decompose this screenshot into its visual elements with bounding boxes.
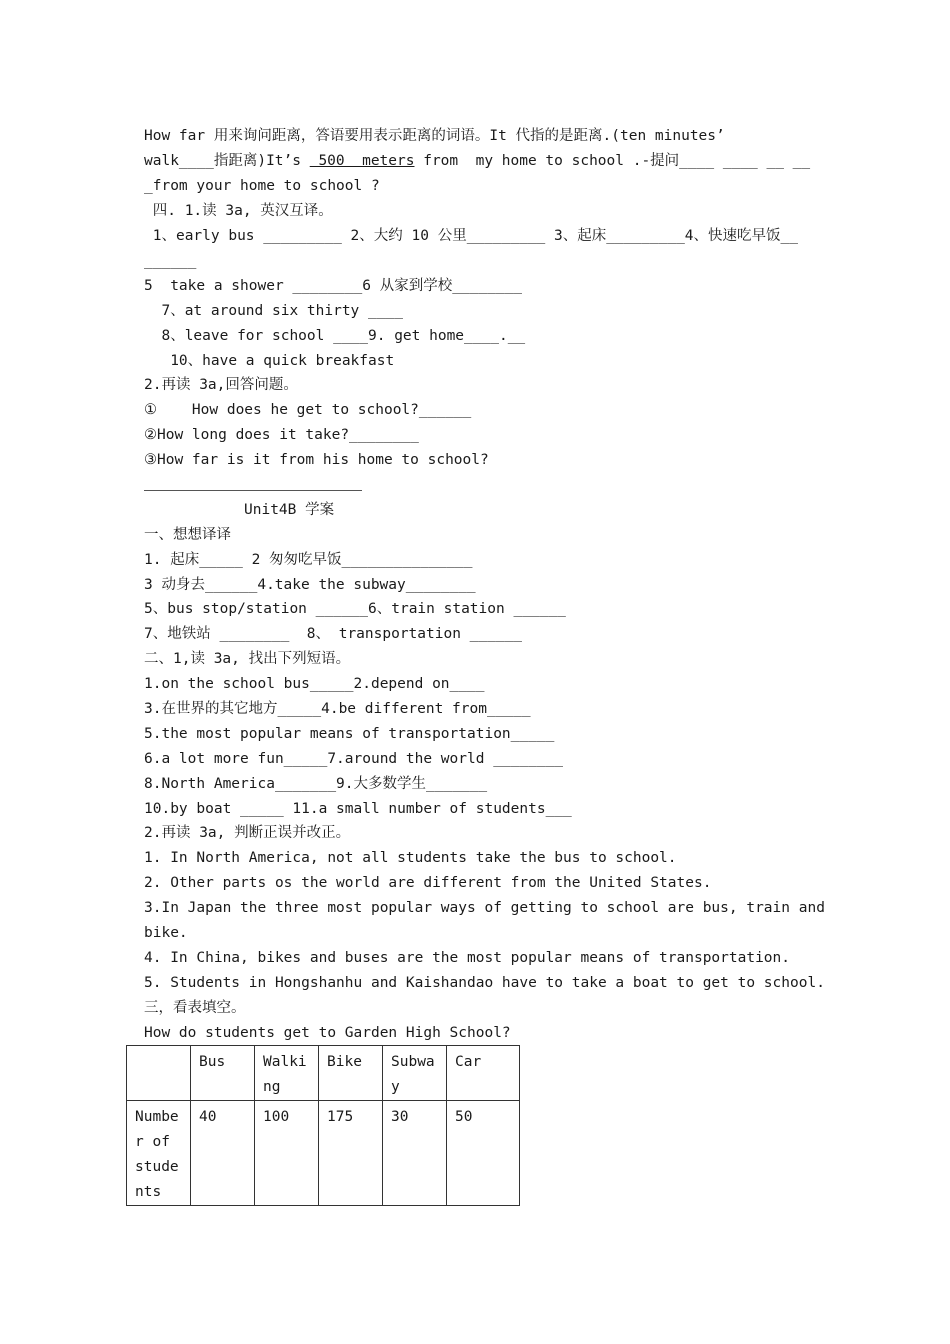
statement-line: 1. In North America, not all students take the bus to school.: [144, 850, 677, 866]
table-header-cell: Walking: [255, 1046, 319, 1101]
question-line: ②How long does it take?________: [144, 427, 419, 443]
statement-line: 2. Other parts os the world are different from the United States.: [144, 875, 712, 891]
text-line: 10、have a quick breakfast: [144, 353, 395, 369]
text-line: 6.a lot more fun_____7.around the world ________: [144, 751, 564, 767]
text-line: 3 动身去______4.take the subway________: [144, 577, 476, 593]
answer-underline: [144, 490, 362, 491]
text-line: 7、地铁站 ________ 8、 transportation ______: [144, 626, 523, 642]
section-heading: 二、1,读 3a, 找出下列短语。: [144, 651, 351, 667]
table-header-row: [127, 1046, 520, 1101]
text-line: walk____指距离)It’s 500 meters from my home to school .-提问____ ____ __ __: [144, 153, 811, 169]
distance-value: 500 meters: [309, 153, 415, 169]
statement-line: 4. In China, bikes and buses are the most popular means of transportation.: [144, 950, 791, 966]
question-line: ① How does he get to school?______: [144, 402, 472, 418]
text-line: 5.the most popular means of transportation_____: [144, 726, 555, 742]
table-cell: 50: [447, 1101, 520, 1206]
text-line: 8、leave for school ____9. get home____.__: [144, 328, 526, 344]
table-cell: 175: [319, 1101, 383, 1206]
section-heading: 2.再读 3a, 判断正误并改正。: [144, 825, 351, 841]
text-line: 5 take a shower ________6 从家到学校________: [144, 278, 523, 294]
text-line: 1.on the school bus_____2.depend on____: [144, 676, 485, 692]
transport-table: [126, 1045, 520, 1206]
table-row: [127, 1101, 520, 1206]
table-row-label: Number of students: [127, 1101, 191, 1206]
question-line: ③How far is it from his home to school?: [144, 452, 489, 468]
table-header-cell: Car: [447, 1046, 520, 1101]
statement-line: 3.In Japan the three most popular ways of getting to school are bus, train and: [144, 900, 825, 916]
text-line: 10.by boat _____ 11.a small number of students___: [144, 801, 572, 817]
table-header-cell: Bus: [191, 1046, 255, 1101]
statement-line: 5. Students in Hongshanhu and Kaishandao have to take a boat to get to school.: [144, 975, 825, 991]
text-line: 3.在世界的其它地方_____4.be different from_____: [144, 701, 531, 717]
text-line: ______: [144, 253, 197, 269]
table-cell: 30: [383, 1101, 447, 1206]
section-heading: 三，看表填空。: [144, 1000, 246, 1016]
statement-line: bike.: [144, 925, 188, 941]
table-header-cell: Subway: [383, 1046, 447, 1101]
table-header-cell: Bike: [319, 1046, 383, 1101]
unit-title: Unit4B 学案: [244, 502, 335, 518]
section-heading: 一、想想译译: [144, 527, 231, 543]
text-line: How far 用来询问距离，答语要用表示距离的词语。It 代指的是距离.(ten minutes’: [144, 128, 725, 144]
text-line: 1. 起床_____ 2 匆匆吃早饭_______________: [144, 552, 473, 568]
text-line: 7、at around six thirty ____: [144, 303, 403, 319]
table-header-cell: [127, 1046, 191, 1101]
table-cell: 100: [255, 1101, 319, 1206]
text-line: 5、bus stop/station ______6、train station ______: [144, 601, 566, 617]
table-cell: 40: [191, 1101, 255, 1206]
text-line: 1、early bus _________ 2、大约 10 公里_________ 3、起床_________4、快速吃早饭__: [144, 228, 798, 244]
table-caption: How do students get to Garden High School?: [144, 1025, 511, 1041]
text-line: 8.North America_______9.大多数学生_______: [144, 776, 488, 792]
section-heading: 2.再读 3a,回答问题。: [144, 377, 298, 393]
text-line: _from your home to school ?: [144, 178, 380, 194]
section-heading: 四. 1.读 3a, 英汉互译。: [144, 203, 333, 219]
